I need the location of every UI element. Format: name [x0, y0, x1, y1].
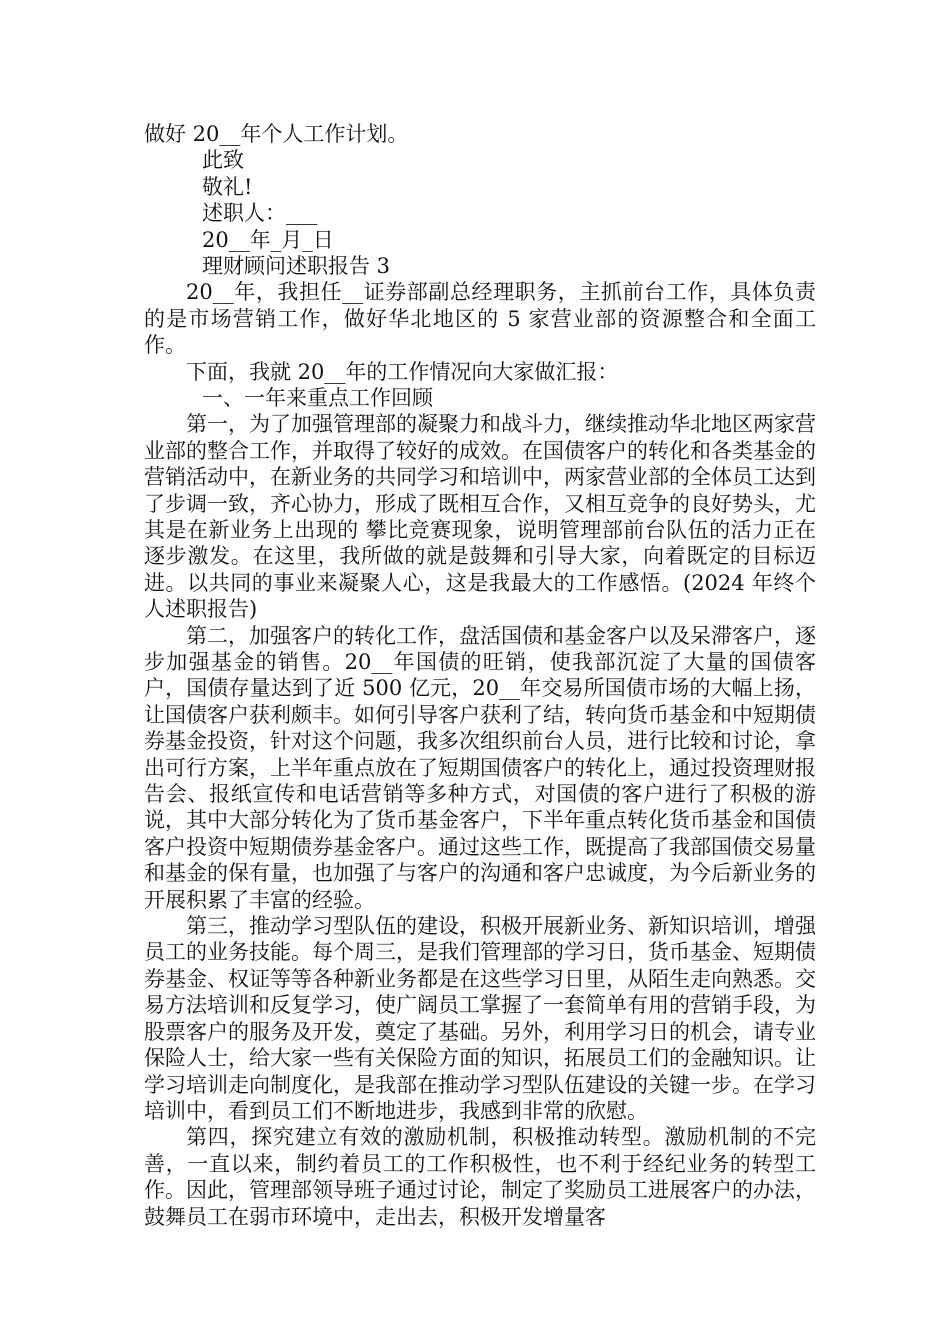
paragraph-first: 第一，为了加强管理部的凝聚力和战斗力，继续推动华北地区两家营业部的整合工作，并取得了较好的成效。在国债客户的转化和各类基金的营销活动中，在新业务的共同学习和培训中，两家营业部的全体员工达到了步调一致，齐心协力，形成了既相互合作，又相互竞争的良好势头，尤其是在新业务上出现的 攀比竞赛现象，说明管理部前台队伍的活力正在逐步激发。在这里，我所做的就是鼓舞和引导大家，向着既定的目标迈进。以共同的事业来凝聚人心，这是我最大的工作感悟。(2024 年终个人述职报告): [144, 412, 816, 622]
report-title: 理财顾问述职报告 3: [202, 253, 391, 278]
document-body: [144, 121, 816, 1230]
closing-salutation: 此致: [202, 148, 244, 173]
report-lead-paragraph: 下面，我就 20__年的工作情况向大家做汇报：: [186, 359, 619, 384]
closing-regards: 敬礼!: [202, 174, 253, 199]
paragraph-second: 第二，加强客户的转化工作，盘活国债和基金客户以及呆滞客户，逐步加强基金的销售。20__年国债的旺销，使我部沉淀了大量的国债客户，国债存量达到了近 500 亿元，20__年交易所国债市场的大幅上扬，让国债客户获利颇丰。如何引导客户获利了结，转向货币基金和中短期债券基金投资，针对这个问题，我多次组织前台人员，进行比较和讨论，拿出可行方案，上半年重点放在了短期国债客户的转化上，通过投资理财报告会、报纸宣传和电话营销等多种方式，对国债的客户进行了积极的游说，其中大部分转化为了货币基金客户，下半年重点转化货币基金和国债客户投资中短期债券基金客户。通过这些工作，既提高了我部国债交易量和基金的保有量，也加强了与客户的沟通和客户忠诚度，为今后新业务的开展积累了丰富的经验。: [144, 623, 816, 912]
intro-paragraph: 20__年，我担任__证券部副总经理职务，主抓前台工作，具体负责的是市场营销工作，做好华北地区的 5 家营业部的资源整合和全面工作。: [144, 280, 816, 358]
section-heading: 一、一年来重点工作回顾: [202, 385, 433, 410]
paragraph-fourth: 第四，探究建立有效的激励机制，积极推动转型。激励机制的不完善，一直以来，制约着员工的工作积极性，也不利于经纪业务的转型工作。因此，管理部领导班子通过讨论，制定了奖励员工进展客户的办法，鼓舞员工在弱市环境中，走出去，积极开发增量客: [144, 1125, 816, 1229]
closing-reporter: 述职人：___: [202, 201, 318, 226]
closing-date: 20__年_月_日: [202, 227, 334, 252]
paragraph-third: 第三，推动学习型队伍的建设，积极开展新业务、新知识培训，增强员工的业务技能。每个周三，是我们管理部的学习日，货币基金、短期债券基金、权证等等各种新业务都是在这些学习日里，从陌生走向熟悉。交易方法培训和反复学习，使广阔员工掌握了一套简单有用的营销手段，为股票客户的服务及开发，奠定了基础。另外，利用学习日的机会，请专业保险人士，给大家一些有关保险方面的知识，拓展员工们的金融知识。让学习培训走向制度化，是我部在推动学习型队伍建设的关键一步。在学习培训中，看到员工们不断地进步，我感到非常的欣慰。: [144, 914, 816, 1123]
opening-line: 做好 20__年个人工作计划。: [144, 122, 409, 146]
